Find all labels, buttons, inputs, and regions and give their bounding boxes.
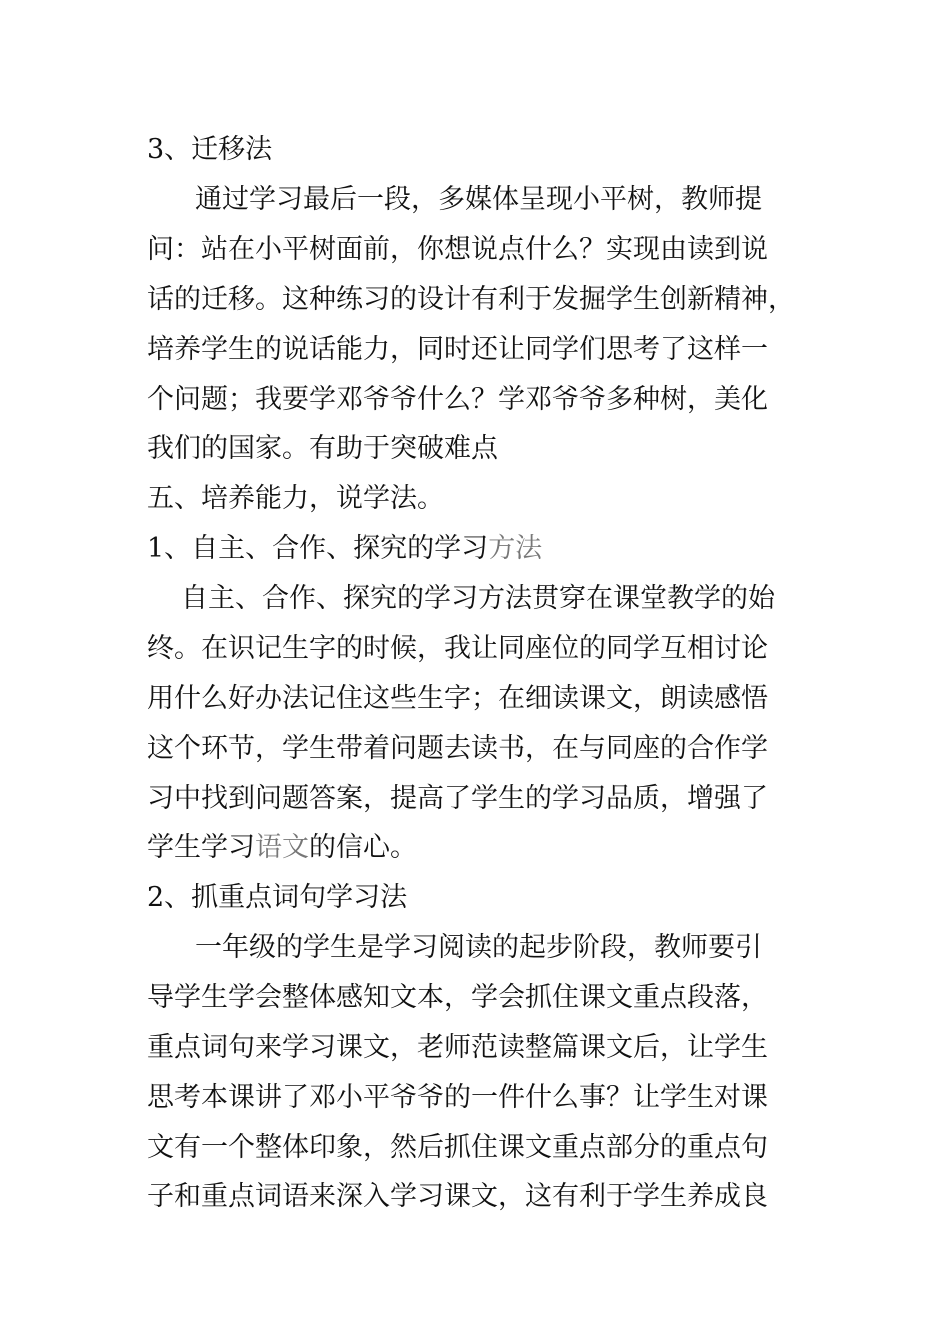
paragraph-line: 重点词句来学习课文，老师范读整篇课文后，让学生 <box>147 1032 768 1063</box>
paragraph-line: 习中找到问题答案，提高了学生的学习品质，增强了 <box>147 783 768 814</box>
subheading-key-words: 2、抓重点词句学习法 <box>147 882 408 913</box>
paragraph-line: 自主、合作、探究的学习方法贯穿在课堂教学的始 <box>154 583 775 614</box>
paragraph-line: 一年级的学生是学习阅读的起步阶段，教师要引 <box>168 932 762 963</box>
paragraph-line: 问：站在小平树面前，你想说点什么？实现由读到说 <box>147 234 768 265</box>
paragraph-line: 文有一个整体印象，然后抓住课文重点部分的重点句 <box>147 1132 768 1163</box>
paragraph-line: 我们的国家。有助于突破难点 <box>147 433 498 464</box>
paragraph-line: 通过学习最后一段，多媒体呈现小平树，教师提 <box>168 184 762 215</box>
paragraph-line: 话的迁移。这种练习的设计有利于发掘学生创新精神， <box>147 284 795 315</box>
paragraph-line: 终。在识记生字的时候，我让同座位的同学互相讨论 <box>147 633 768 664</box>
paragraph-line: 个问题；我要学邓爷爷什么？学邓爷爷多种树，美化 <box>147 384 768 415</box>
gray-text: 语文 <box>255 832 309 863</box>
paragraph-line: 这个环节，学生带着问题去读书，在与同座的合作学 <box>147 733 768 764</box>
paragraph-line: 子和重点词语来深入学习课文，这有利于学生养成良 <box>147 1181 768 1212</box>
heading-transfer-method: 3、迁移法 <box>147 134 273 165</box>
paragraph-line: 学生学习语文的信心。 <box>147 832 417 863</box>
subheading-autonomous-learning: 1、自主、合作、探究的学习方法 <box>147 533 543 564</box>
paragraph-line: 导学生学会整体感知文本，学会抓住课文重点段落， <box>147 982 768 1013</box>
paragraph-line: 思考本课讲了邓小平爷爷的一件什么事？让学生对课 <box>147 1082 768 1113</box>
gray-text: 方法 <box>488 533 543 564</box>
section-heading: 五、培养能力，说学法。 <box>147 483 444 514</box>
paragraph-line: 培养学生的说话能力，同时还让同学们思考了这样一 <box>147 334 768 365</box>
paragraph-line: 用什么好办法记住这些生字；在细读课文，朗读感悟 <box>147 683 768 714</box>
